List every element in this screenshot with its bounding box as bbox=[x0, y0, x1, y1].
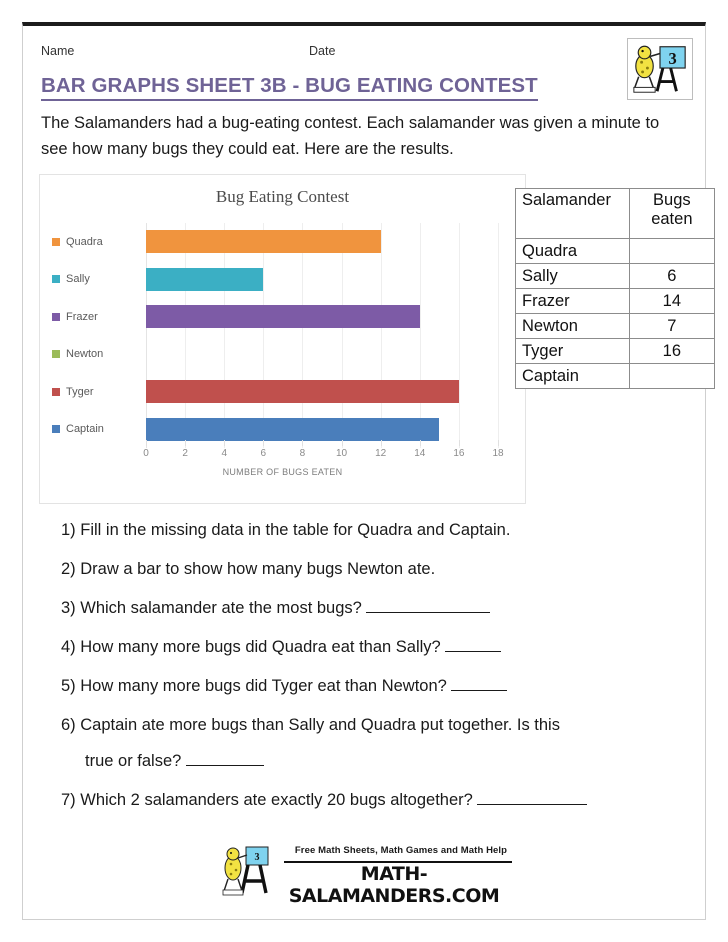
chart-title: Bug Eating Contest bbox=[215, 187, 350, 206]
table-body bbox=[516, 239, 715, 389]
badge-number-text: 3 bbox=[668, 49, 677, 69]
x-tick-label-4: 4 bbox=[221, 448, 227, 459]
chart-legend bbox=[52, 223, 144, 448]
plot-area bbox=[146, 223, 498, 448]
page-title: BAR GRAPHS SHEET 3B - BUG EATING CONTEST bbox=[41, 74, 538, 101]
x-tickmark-6 bbox=[263, 440, 264, 446]
question-continuation: true or false? bbox=[85, 749, 701, 773]
legend-item-frazer bbox=[52, 298, 144, 336]
x-tick-label-18: 18 bbox=[492, 448, 504, 459]
table-cell-name: Newton bbox=[516, 314, 630, 339]
legend-swatch-icon bbox=[52, 388, 60, 396]
legend-label: Sally bbox=[66, 273, 90, 286]
bar-chart-panel bbox=[39, 174, 526, 504]
x-tick-label-8: 8 bbox=[299, 448, 306, 459]
date-label: Date bbox=[309, 44, 336, 58]
x-tickmark-18 bbox=[498, 440, 499, 446]
table-header-bugs-eaten: Bugs eaten bbox=[629, 189, 714, 239]
x-axis-ticks bbox=[143, 448, 504, 464]
legend-swatch-icon bbox=[52, 313, 60, 321]
bar-quadra bbox=[146, 230, 381, 253]
table-header-salamander: Salamander bbox=[516, 189, 630, 239]
x-tick-label-12: 12 bbox=[375, 448, 387, 459]
questions-list bbox=[61, 518, 701, 827]
question-text: 1) Fill in the missing data in the table for Quadra and Captain. bbox=[61, 521, 511, 539]
table-header-row bbox=[516, 189, 715, 239]
bar-sally bbox=[146, 268, 263, 291]
legend-label: Tyger bbox=[66, 385, 94, 398]
x-tickmark-14 bbox=[420, 440, 421, 446]
x-tick-label-10: 10 bbox=[335, 448, 348, 459]
question-text: 4) How many more bugs did Quadra eat than Sally? bbox=[61, 638, 441, 656]
legend-label: Newton bbox=[66, 348, 104, 361]
x-tickmark-0 bbox=[146, 440, 147, 446]
table-cell-value[interactable] bbox=[629, 364, 714, 389]
intro-paragraph: The Salamanders had a bug-eating contest. Each salamander was given a minute to see how many bugs they could eat. Here are the results. bbox=[41, 114, 660, 158]
x-tick-label-16: 16 bbox=[453, 448, 465, 459]
legend-label: Frazer bbox=[66, 310, 98, 323]
bar-row-sally bbox=[146, 261, 498, 299]
svg-text:3: 3 bbox=[254, 852, 260, 863]
bar-row-quadra bbox=[146, 223, 498, 261]
legend-item-quadra bbox=[52, 223, 144, 261]
x-tickmark-16 bbox=[459, 440, 460, 446]
x-tick-label-0: 0 bbox=[143, 448, 149, 459]
sheet-number-badge bbox=[627, 38, 693, 100]
table-row bbox=[516, 239, 715, 264]
answer-blank[interactable] bbox=[186, 750, 264, 766]
bar-frazer bbox=[146, 305, 420, 328]
table-cell-value: 6 bbox=[629, 264, 714, 289]
table-cell-name: Tyger bbox=[516, 339, 630, 364]
table-row bbox=[516, 364, 715, 389]
footer-url: MATH-SALAMANDERS.COM bbox=[288, 863, 500, 907]
legend-swatch-icon bbox=[52, 238, 60, 246]
x-tickmark-12 bbox=[381, 440, 382, 446]
x-tick-label-14: 14 bbox=[414, 448, 426, 459]
footer-tagline: Free Math Sheets, Math Games and Math Help bbox=[294, 845, 508, 856]
gridline-18 bbox=[498, 223, 499, 448]
table-cell-name: Frazer bbox=[516, 289, 630, 314]
worksheet-page bbox=[22, 22, 706, 920]
x-tickmark-8 bbox=[302, 440, 303, 446]
table-cell-value[interactable] bbox=[629, 239, 714, 264]
legend-swatch-icon bbox=[52, 425, 60, 433]
bar-row-newton bbox=[146, 336, 498, 374]
footer bbox=[23, 837, 705, 907]
bar-captain bbox=[146, 418, 439, 441]
x-tickmark-4 bbox=[224, 440, 225, 446]
answer-blank[interactable] bbox=[445, 636, 501, 652]
question-1 bbox=[61, 518, 701, 542]
table-header bbox=[516, 189, 715, 239]
legend-item-tyger bbox=[52, 373, 144, 411]
answer-blank[interactable] bbox=[477, 789, 587, 805]
question-6 bbox=[61, 713, 701, 773]
salamander-easel-icon bbox=[628, 39, 692, 99]
table-row bbox=[516, 314, 715, 339]
x-tickmark-10 bbox=[342, 440, 343, 446]
question-7 bbox=[61, 788, 701, 812]
bar-row-frazer bbox=[146, 298, 498, 336]
answer-blank[interactable] bbox=[366, 597, 490, 613]
legend-item-sally bbox=[52, 261, 144, 299]
table-cell-value: 7 bbox=[629, 314, 714, 339]
question-text: 6) Captain ate more bugs than Sally and Quadra put together. Is this bbox=[61, 716, 560, 734]
question-text: 5) How many more bugs did Tyger eat than Newton? bbox=[61, 677, 447, 695]
question-3 bbox=[61, 596, 701, 620]
legend-label: Quadra bbox=[66, 235, 103, 248]
x-tick-label-6: 6 bbox=[260, 448, 267, 459]
table-row bbox=[516, 339, 715, 364]
table-cell-name: Sally bbox=[516, 264, 630, 289]
legend-item-captain bbox=[52, 411, 144, 449]
name-date-row bbox=[41, 44, 601, 58]
question-4 bbox=[61, 635, 701, 659]
question-2 bbox=[61, 557, 701, 581]
table-cell-value: 14 bbox=[629, 289, 714, 314]
table-cell-name: Quadra bbox=[516, 239, 630, 264]
x-tick-label-2: 2 bbox=[182, 448, 188, 459]
table-row bbox=[516, 289, 715, 314]
name-label: Name bbox=[41, 44, 75, 58]
legend-label: Captain bbox=[66, 423, 104, 436]
x-axis-label: NUMBER OF BUGS EATEN bbox=[222, 467, 343, 477]
question-text: 7) Which 2 salamanders ate exactly 20 bugs altogether? bbox=[61, 791, 473, 809]
bar-row-captain bbox=[146, 411, 498, 449]
legend-swatch-icon bbox=[52, 350, 60, 358]
bar-row-tyger bbox=[146, 373, 498, 411]
question-text: 2) Draw a bar to show how many bugs Newton ate. bbox=[61, 560, 436, 578]
question-text: 3) Which salamander ate the most bugs? bbox=[61, 599, 362, 617]
question-5 bbox=[61, 674, 701, 698]
bar-tyger bbox=[146, 380, 459, 403]
table-row bbox=[516, 264, 715, 289]
bars-group bbox=[146, 223, 498, 448]
table-cell-name: Captain bbox=[516, 364, 630, 389]
legend-swatch-icon bbox=[52, 275, 60, 283]
table-cell-value: 16 bbox=[629, 339, 714, 364]
data-table bbox=[515, 188, 715, 389]
legend-item-newton bbox=[52, 336, 144, 374]
x-tickmark-2 bbox=[185, 440, 186, 446]
answer-blank[interactable] bbox=[451, 675, 507, 691]
